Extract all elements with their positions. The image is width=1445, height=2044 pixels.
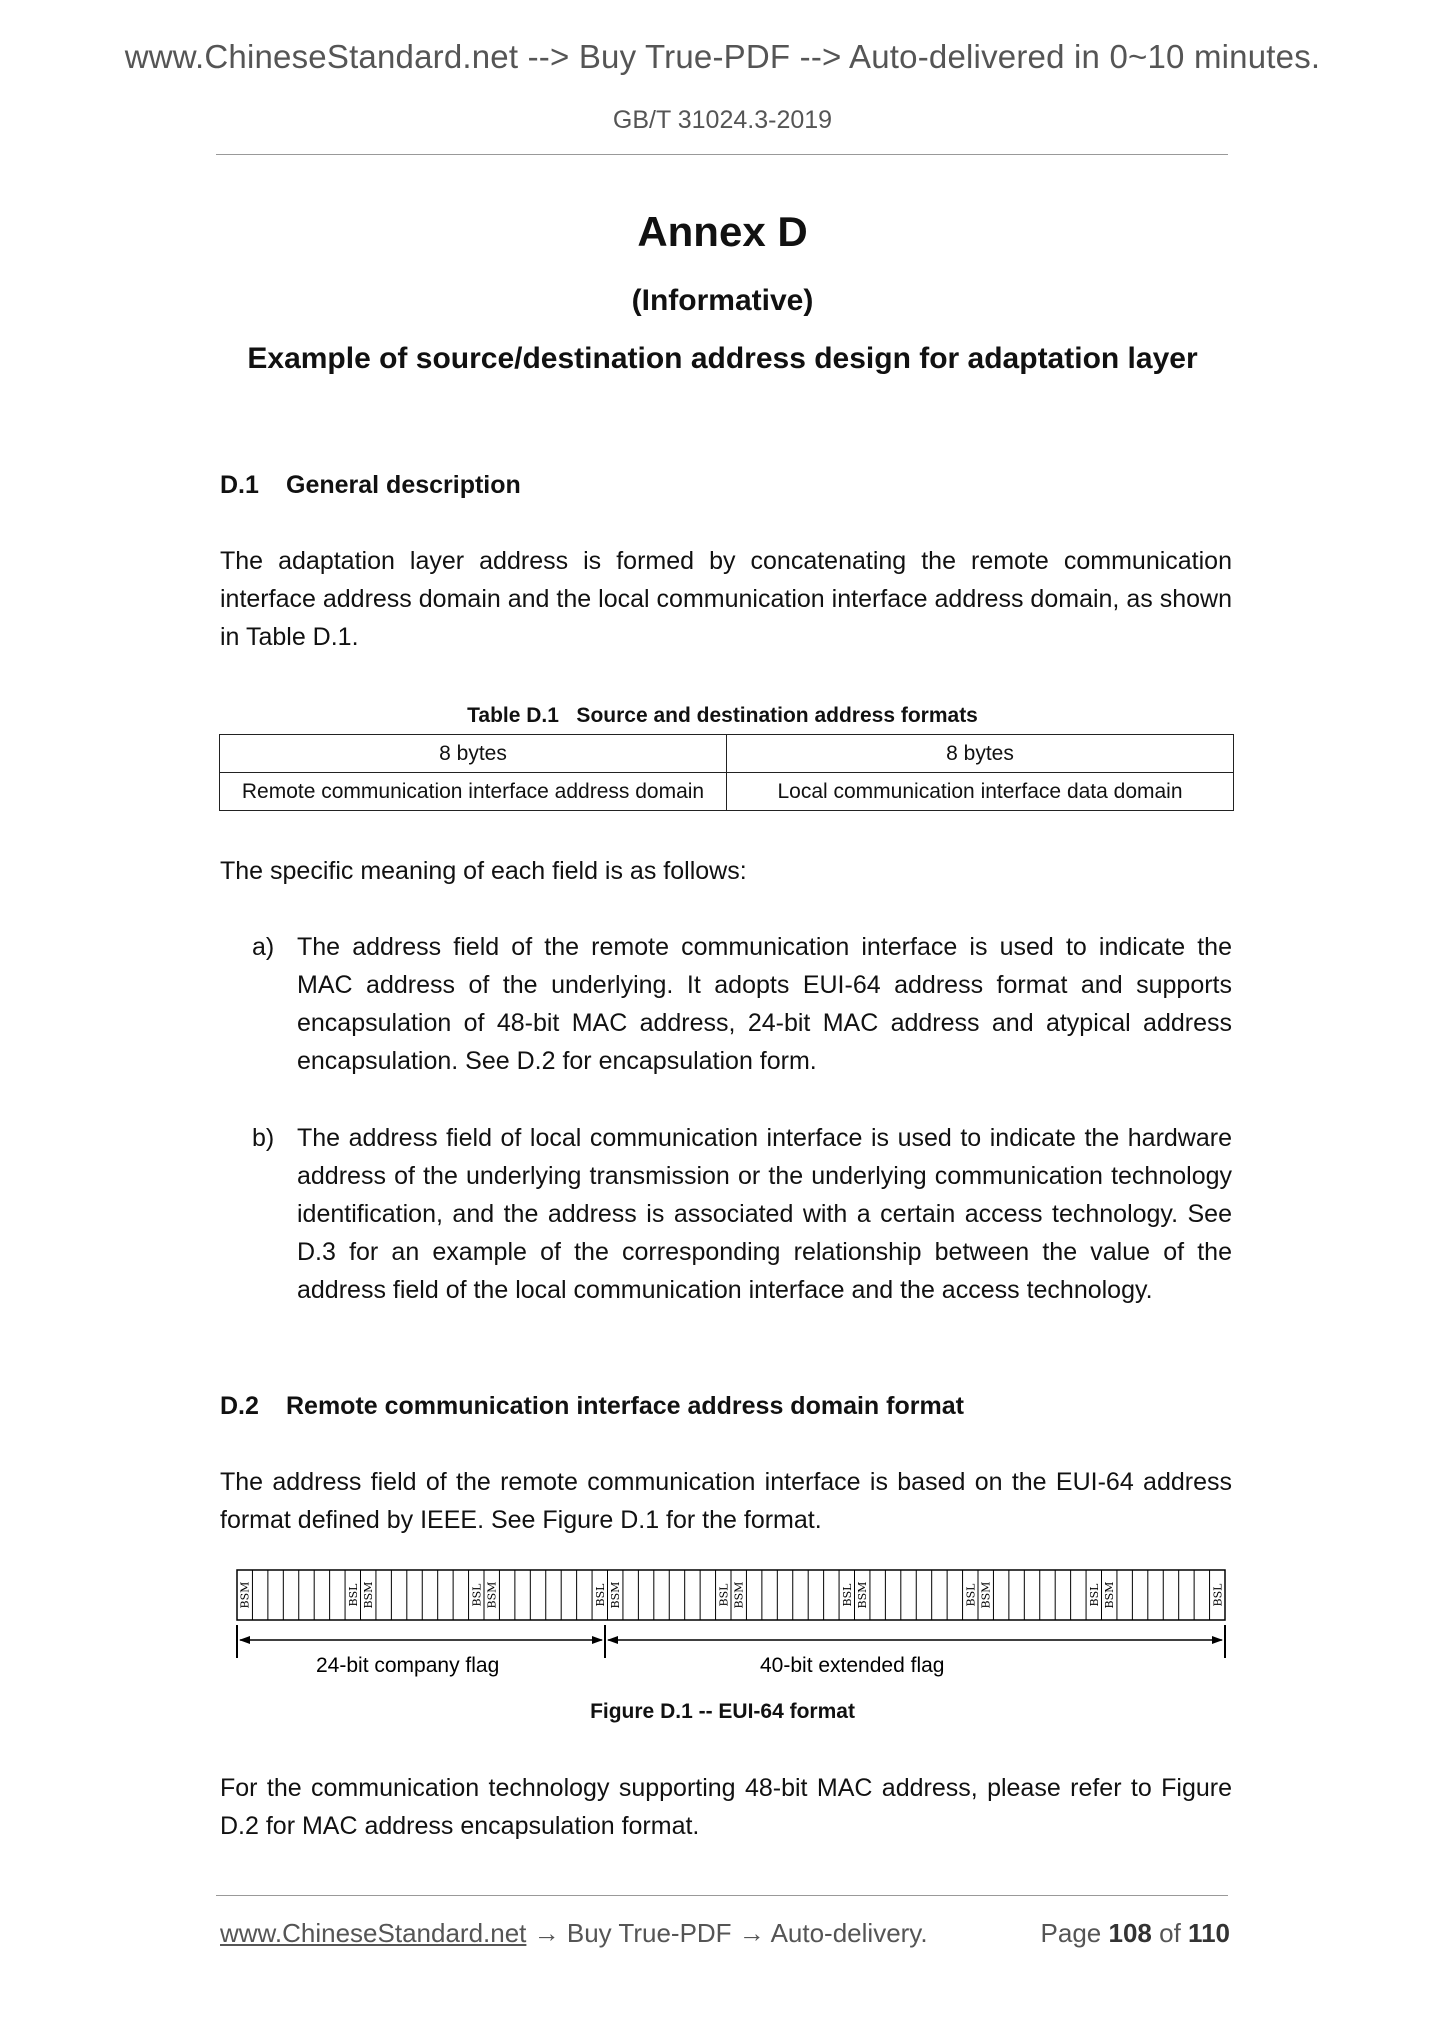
bit-label: BSL <box>840 1583 854 1607</box>
bit-label: BSL <box>470 1583 484 1607</box>
company-flag-label: 24-bit company flag <box>316 1654 500 1677</box>
bit-label: BSL <box>1211 1583 1225 1607</box>
section-number: D.2 <box>220 1392 259 1420</box>
figure-d1-caption: Figure D.1 -- EUI-64 format <box>590 1700 855 1723</box>
arrow-head <box>592 1636 603 1644</box>
top-banner: www.ChineseStandard.net --> Buy True-PDF --> Auto-delivered in 0~10 minutes. <box>124 38 1321 75</box>
section-d2-paragraph: The address field of the remote communication interface is based on the EUI-64 address format defined by IEEE. See Figure D.1 for the format. <box>220 1468 1232 1534</box>
list-marker: a) <box>252 933 275 961</box>
bit-label: BSL <box>593 1583 607 1607</box>
section-d2-heading <box>220 1392 964 1421</box>
table-row <box>220 773 1234 811</box>
bit-label: BSL <box>1087 1583 1101 1607</box>
bit-label: BSL <box>346 1583 360 1607</box>
section-number: D.1 <box>220 471 259 499</box>
header-rule <box>216 154 1228 155</box>
standard-code: GB/T 31024.3-2019 <box>612 106 833 134</box>
arrow-head <box>1212 1636 1223 1644</box>
table-cell: Local communication interface data domain <box>727 773 1234 811</box>
section-title: General description <box>286 471 521 499</box>
annex-name: Example of source/destination address design for adaptation layer <box>247 342 1198 375</box>
page-footer <box>220 1918 1230 1949</box>
bit-label: BSL <box>964 1583 978 1607</box>
table-cell: Remote communication interface address domain <box>220 773 727 811</box>
arrow-head <box>239 1636 250 1644</box>
footer-site-link[interactable]: www.ChineseStandard.net <box>220 1918 527 1948</box>
list-item <box>252 928 1232 1080</box>
list-text: The address field of local communication interface is used to indicate the hardware address of the underlying transmission or the underlying communication technology identification, and the address is associated with a certain access technology. See D.3 for an example of the corresponding relationship between the value of the address field of the local communication interface and the access technology. <box>297 1124 1232 1304</box>
bit-label: BSM <box>856 1581 870 1609</box>
section-title: Remote communication interface address domain format <box>286 1392 964 1420</box>
bit-label: BSM <box>979 1581 993 1609</box>
of-word: of <box>1159 1918 1181 1948</box>
table-row <box>220 735 1234 773</box>
footer-rule <box>216 1895 1228 1896</box>
field-meaning-intro: The specific meaning of each field is as follows: <box>220 857 747 885</box>
bit-label: BSM <box>362 1581 376 1609</box>
closing-paragraph: For the communication technology supporting 48-bit MAC address, please refer to Figure D.2 for MAC address encapsulation format. <box>220 1774 1232 1840</box>
page-word: Page <box>1040 1918 1102 1948</box>
bit-label: BSL <box>717 1583 731 1607</box>
page-indicator <box>1041 1918 1230 1949</box>
bit-label: BSM <box>732 1581 746 1609</box>
extended-flag-label: 40-bit extended flag <box>760 1654 945 1677</box>
list-marker: b) <box>252 1124 275 1152</box>
list-item <box>252 1119 1232 1309</box>
footer-tail: → Buy True-PDF → Auto-delivery. <box>526 1918 928 1948</box>
bit-label: BSM <box>485 1581 499 1609</box>
table-cell: 8 bytes <box>727 735 1234 773</box>
annex-subtitle: (Informative) <box>631 284 814 317</box>
section-d1-heading <box>220 471 521 500</box>
table-cell: 8 bytes <box>220 735 727 773</box>
page-total: 110 <box>1188 1918 1230 1948</box>
arrow-head <box>607 1636 618 1644</box>
eui-64-format-figure <box>236 1568 1230 1688</box>
bit-label: BSM <box>609 1581 623 1609</box>
bit-cells <box>237 1570 1225 1620</box>
table-d1-caption: Table D.1 Source and destination address formats <box>467 704 978 727</box>
address-format-table <box>219 734 1234 811</box>
page-number: 108 <box>1108 1918 1152 1948</box>
bit-label: BSM <box>1103 1581 1117 1609</box>
section-d1-paragraph: The adaptation layer address is formed by concatenating the remote communication interface address domain and the local communication interface address domain, as shown in Table D.1. <box>220 547 1232 651</box>
list-text: The address field of the remote communication interface is used to indicate the MAC address of the underlying. It adopts EUI-64 address format and supports encapsulation of 48-bit MAC address, 24-bit MAC address and atypical address encapsulation. See D.2 for encapsulation form. <box>297 933 1232 1075</box>
bit-label: BSM <box>238 1581 252 1609</box>
annex-title: Annex D <box>637 208 808 255</box>
